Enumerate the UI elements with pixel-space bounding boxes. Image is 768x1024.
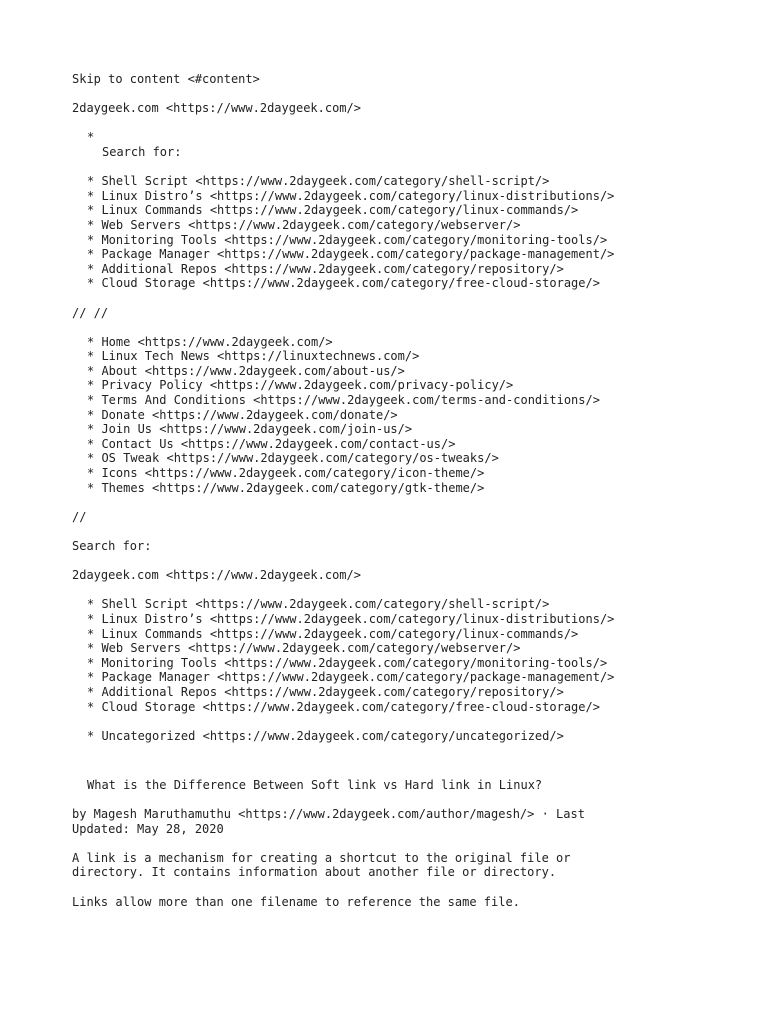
article-byline[interactable]: by Magesh Maruthamuthu <https://www.2daygeek.com/author/magesh/> · Last (72, 807, 585, 822)
secondary-menu-item-os-tweak[interactable]: * OS Tweak <https://www.2daygeek.com/category/os-tweaks/> (87, 451, 499, 466)
secondary-menu-item-linux-tech-news[interactable]: * Linux Tech News <https://linuxtechnews.com/> (87, 349, 420, 364)
article-updated-date: Updated: May 28, 2020 (72, 821, 224, 836)
separator-1: // // (72, 305, 109, 320)
secondary-menu-item-donate[interactable]: * Donate <https://www.2daygeek.com/donate/> (87, 407, 398, 422)
top-menu-item-cloud-storage[interactable]: * Cloud Storage <https://www.2daygeek.com/category/free-cloud-storage/> (87, 276, 600, 291)
secondary-menu-item-themes[interactable]: * Themes <https://www.2daygeek.com/category/gtk-theme/> (87, 480, 485, 495)
site-home-link-2[interactable]: 2daygeek.com <https://www.2daygeek.com/> (72, 568, 361, 583)
site-home-link[interactable]: 2daygeek.com <https://www.2daygeek.com/> (72, 101, 361, 116)
bottom-menu-item-shell-script[interactable]: * Shell Script <https://www.2daygeek.com/category/shell-script/> (87, 597, 550, 612)
secondary-menu-item-join-us[interactable]: * Join Us <https://www.2daygeek.com/join-us/> (87, 422, 413, 437)
page-content (72, 72, 752, 909)
secondary-menu-item-about[interactable]: * About <https://www.2daygeek.com/about-us/> (87, 363, 405, 378)
bottom-menu-item-cloud-storage[interactable]: * Cloud Storage <https://www.2daygeek.com/category/free-cloud-storage/> (87, 699, 600, 714)
article-title: What is the Difference Between Soft link vs Hard link in Linux? (87, 777, 543, 792)
search-label-2: Search for: (72, 539, 152, 553)
top-menu-item-web-servers[interactable]: * Web Servers <https://www.2daygeek.com/category/webserver/> (87, 217, 521, 232)
secondary-menu (72, 335, 752, 496)
secondary-menu-item-home[interactable]: * Home <https://www.2daygeek.com/> (87, 334, 333, 349)
top-menu-item-package-manager[interactable]: * Package Manager <https://www.2daygeek.com/category/package-management/> (87, 247, 615, 262)
skip-to-content-link[interactable]: Skip to content <#content> (72, 72, 260, 86)
article-paragraph-2: Links allow more than one filename to reference the same file. (72, 894, 520, 909)
bottom-menu-item-monitoring-tools[interactable]: * Monitoring Tools <https://www.2daygeek.com/category/monitoring-tools/> (87, 655, 608, 670)
top-menu-item-additional-repos[interactable]: * Additional Repos <https://www.2daygeek.com/category/repository/> (87, 261, 564, 276)
top-menu-item-shell-script[interactable]: * Shell Script <https://www.2daygeek.com/category/shell-script/> (87, 174, 550, 189)
secondary-menu-item-contact-us[interactable]: * Contact Us <https://www.2daygeek.com/contact-us/> (87, 436, 456, 451)
secondary-menu-item-terms[interactable]: * Terms And Conditions <https://www.2daygeek.com/terms-and-conditions/> (87, 393, 600, 408)
bottom-menu-item-linux-commands[interactable]: * Linux Commands <https://www.2daygeek.com/category/linux-commands/> (87, 626, 579, 641)
bottom-menu-item-web-servers[interactable]: * Web Servers <https://www.2daygeek.com/category/webserver/> (87, 641, 521, 656)
top-category-menu (72, 174, 752, 291)
separator-2: // (72, 509, 87, 524)
article-paragraph-1-line-2: directory. It contains information about another file or directory. (72, 865, 557, 880)
top-menu-item-monitoring-tools[interactable]: * Monitoring Tools <https://www.2daygeek.com/category/monitoring-tools/> (87, 232, 608, 247)
search-bullet: * (87, 130, 95, 145)
bottom-menu-item-package-manager[interactable]: * Package Manager <https://www.2daygeek.com/category/package-management/> (87, 670, 615, 685)
top-menu-item-linux-distros[interactable]: * Linux Distro’s <https://www.2daygeek.com/category/linux-distributions/> (87, 188, 615, 203)
secondary-menu-item-icons[interactable]: * Icons <https://www.2daygeek.com/category/icon-theme/> (87, 466, 485, 481)
article-paragraph-1-line-1: A link is a mechanism for creating a shortcut to the original file or (72, 850, 571, 865)
bottom-menu-item-additional-repos[interactable]: * Additional Repos <https://www.2daygeek.com/category/repository/> (87, 684, 564, 699)
secondary-menu-item-privacy-policy[interactable]: * Privacy Policy <https://www.2daygeek.com/privacy-policy/> (87, 378, 514, 393)
bottom-category-menu (72, 597, 752, 714)
bottom-menu-item-linux-distros[interactable]: * Linux Distro’s <https://www.2daygeek.com/category/linux-distributions/> (87, 611, 615, 626)
top-menu-item-linux-commands[interactable]: * Linux Commands <https://www.2daygeek.com/category/linux-commands/> (87, 203, 579, 218)
menu-item-uncategorized[interactable]: * Uncategorized <https://www.2daygeek.com/category/uncategorized/> (87, 728, 564, 743)
search-label: Search for: (102, 144, 182, 159)
